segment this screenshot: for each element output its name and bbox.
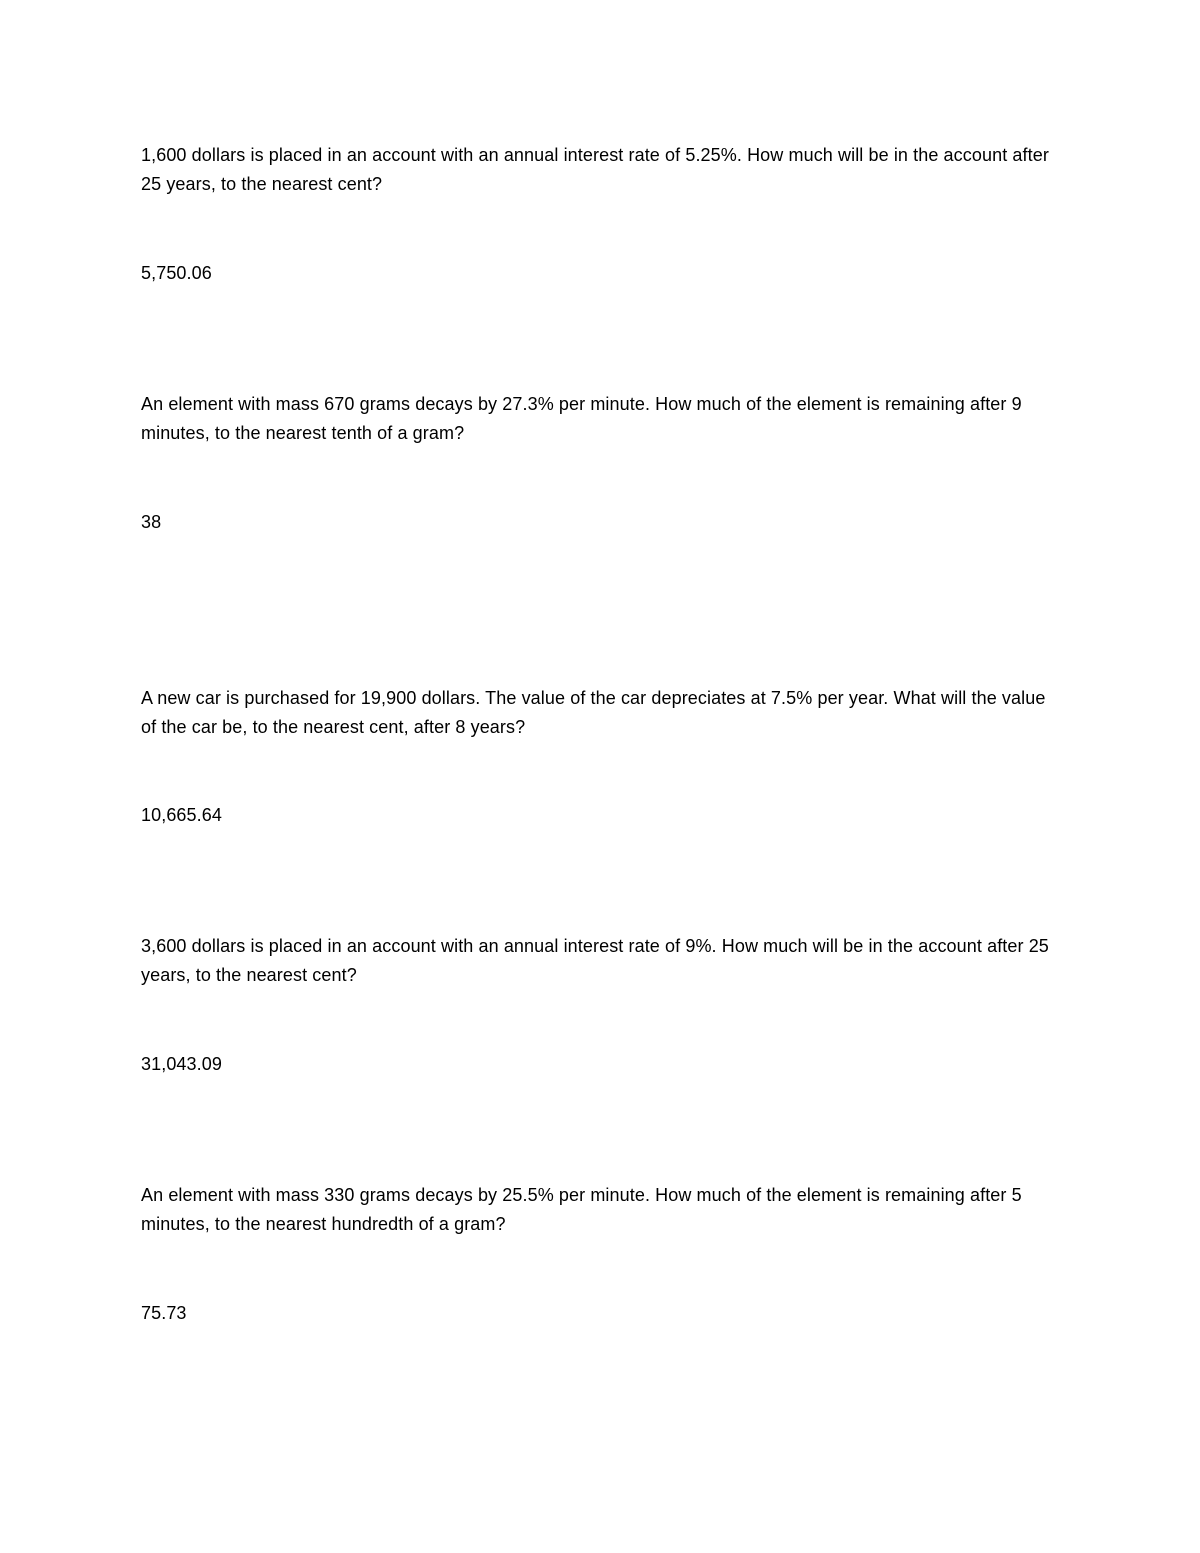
problem-5-answer: 75.73 xyxy=(141,1303,187,1323)
problem-4-question: 3,600 dollars is placed in an account with an annual interest rate of 9%. How much will be in the account after 25 years, to the nearest cent? xyxy=(141,936,1049,985)
problem-5-question: An element with mass 330 grams decays by 25.5% per minute. How much of the element is remaining after 5 minutes, to the nearest hundredth of a gram? xyxy=(141,1185,1022,1234)
problem-4-answer: 31,043.09 xyxy=(141,1054,222,1074)
problem-3-question: A new car is purchased for 19,900 dollars. The value of the car depreciates at 7.5% per year. What will the value of the car be, to the nearest cent, after 8 years? xyxy=(141,688,1046,737)
problem-2-answer: 38 xyxy=(141,512,162,532)
problem-1-answer: 5,750.06 xyxy=(141,263,212,283)
problem-3-answer: 10,665.64 xyxy=(141,805,222,825)
problem-1-question: 1,600 dollars is placed in an account with an annual interest rate of 5.25%. How much will be in the account after 25 years, to the nearest cent? xyxy=(141,145,1049,194)
problem-2-question: An element with mass 670 grams decays by 27.3% per minute. How much of the element is remaining after 9 minutes, to the nearest tenth of a gram? xyxy=(141,394,1022,443)
